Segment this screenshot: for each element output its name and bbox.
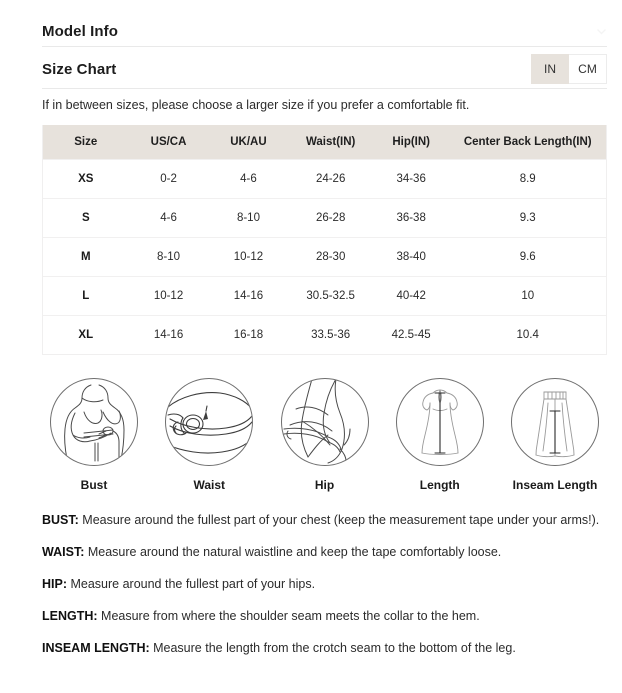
cell-uk-au: 16-18 — [209, 315, 289, 354]
description-inseam-length — [42, 640, 607, 656]
cell-size: XS — [43, 159, 129, 198]
cell-hip: 34-36 — [373, 159, 450, 198]
cell-hip: 36-38 — [373, 198, 450, 237]
description-term: WAIST: — [42, 545, 85, 559]
measurement-label: Waist — [193, 478, 226, 492]
model-info-title: Model Info — [42, 22, 118, 40]
chevron-down-icon[interactable] — [596, 26, 607, 37]
measurement-guide-bust — [42, 378, 146, 492]
size-table-container — [42, 125, 607, 355]
cell-size: L — [43, 276, 129, 315]
column-header-size: Size — [43, 125, 129, 159]
cell-hip: 40-42 — [373, 276, 450, 315]
divider-under-size-chart — [42, 88, 607, 89]
column-header-us-ca: US/CA — [129, 125, 209, 159]
cell-size: XL — [43, 315, 129, 354]
cell-waist: 26-28 — [288, 198, 372, 237]
cell-size: M — [43, 237, 129, 276]
column-header-hip: Hip(IN) — [373, 125, 450, 159]
description-text: Measure the length from the crotch seam to the bottom of the leg. — [149, 641, 516, 655]
description-term: BUST: — [42, 513, 79, 527]
waist-measurement-icon — [165, 378, 253, 466]
measurement-guide-row — [42, 378, 607, 492]
size-chart-title: Size Chart — [42, 60, 117, 78]
description-text: Measure around the fullest part of your hips. — [67, 577, 316, 591]
cell-hip: 38-40 — [373, 237, 450, 276]
table-row — [43, 159, 606, 198]
description-bust — [42, 512, 607, 528]
inseam-length-icon — [511, 378, 599, 466]
cell-center-back-length: 9.6 — [449, 237, 606, 276]
table-header-row — [43, 125, 606, 159]
table-row — [43, 276, 606, 315]
column-header-center-back-length: Center Back Length(IN) — [449, 125, 606, 159]
cell-us-ca: 14-16 — [129, 315, 209, 354]
table-row — [43, 237, 606, 276]
measurement-guide-inseam-length — [503, 378, 607, 492]
cell-center-back-length: 8.9 — [449, 159, 606, 198]
cell-waist: 30.5-32.5 — [288, 276, 372, 315]
measurement-guide-length — [388, 378, 492, 492]
cell-us-ca: 8-10 — [129, 237, 209, 276]
column-header-waist: Waist(IN) — [288, 125, 372, 159]
cell-uk-au: 8-10 — [209, 198, 289, 237]
description-term: HIP: — [42, 577, 67, 591]
description-term: INSEAM LENGTH: — [42, 641, 150, 655]
dress-length-icon — [396, 378, 484, 466]
measurement-label: Inseam Length — [512, 478, 598, 492]
cell-center-back-length: 9.3 — [449, 198, 606, 237]
measurement-label: Hip — [314, 478, 335, 492]
description-waist — [42, 544, 607, 560]
description-term: LENGTH: — [42, 609, 98, 623]
cell-uk-au: 10-12 — [209, 237, 289, 276]
measurement-guide-waist — [157, 378, 261, 492]
sizing-note: If in between sizes, please choose a larger size if you prefer a comfortable fit. — [42, 98, 470, 112]
description-hip — [42, 576, 607, 592]
cell-waist: 24-26 — [288, 159, 372, 198]
table-row — [43, 198, 606, 237]
size-chart-header — [42, 52, 607, 86]
cell-size: S — [43, 198, 129, 237]
bust-measurement-icon — [50, 378, 138, 466]
unit-toggle — [531, 54, 607, 84]
cell-uk-au: 14-16 — [209, 276, 289, 315]
size-table — [43, 125, 606, 354]
cell-uk-au: 4-6 — [209, 159, 289, 198]
description-length — [42, 608, 607, 624]
column-header-uk-au: UK/AU — [209, 125, 289, 159]
cell-waist: 33.5-36 — [288, 315, 372, 354]
measurement-label: Bust — [80, 478, 108, 492]
divider-under-model-info — [42, 46, 607, 47]
cell-hip: 42.5-45 — [373, 315, 450, 354]
description-text: Measure around the fullest part of your chest (keep the measurement tape under your arms!). — [78, 513, 600, 527]
cell-us-ca: 0-2 — [129, 159, 209, 198]
model-info-header — [42, 16, 607, 46]
measurement-guide-hip — [273, 378, 377, 492]
cell-center-back-length: 10.4 — [449, 315, 606, 354]
cell-us-ca: 10-12 — [129, 276, 209, 315]
measurement-label: Length — [419, 478, 460, 492]
hip-measurement-icon — [281, 378, 369, 466]
unit-button-cm[interactable]: CM — [569, 54, 607, 84]
description-text: Measure around the natural waistline and keep the tape comfortably loose. — [84, 545, 502, 559]
description-text: Measure from where the shoulder seam meets the collar to the hem. — [97, 609, 480, 623]
measurement-descriptions — [42, 512, 607, 656]
cell-us-ca: 4-6 — [129, 198, 209, 237]
cell-waist: 28-30 — [288, 237, 372, 276]
cell-center-back-length: 10 — [449, 276, 606, 315]
unit-button-in[interactable]: IN — [531, 54, 569, 84]
table-row — [43, 315, 606, 354]
